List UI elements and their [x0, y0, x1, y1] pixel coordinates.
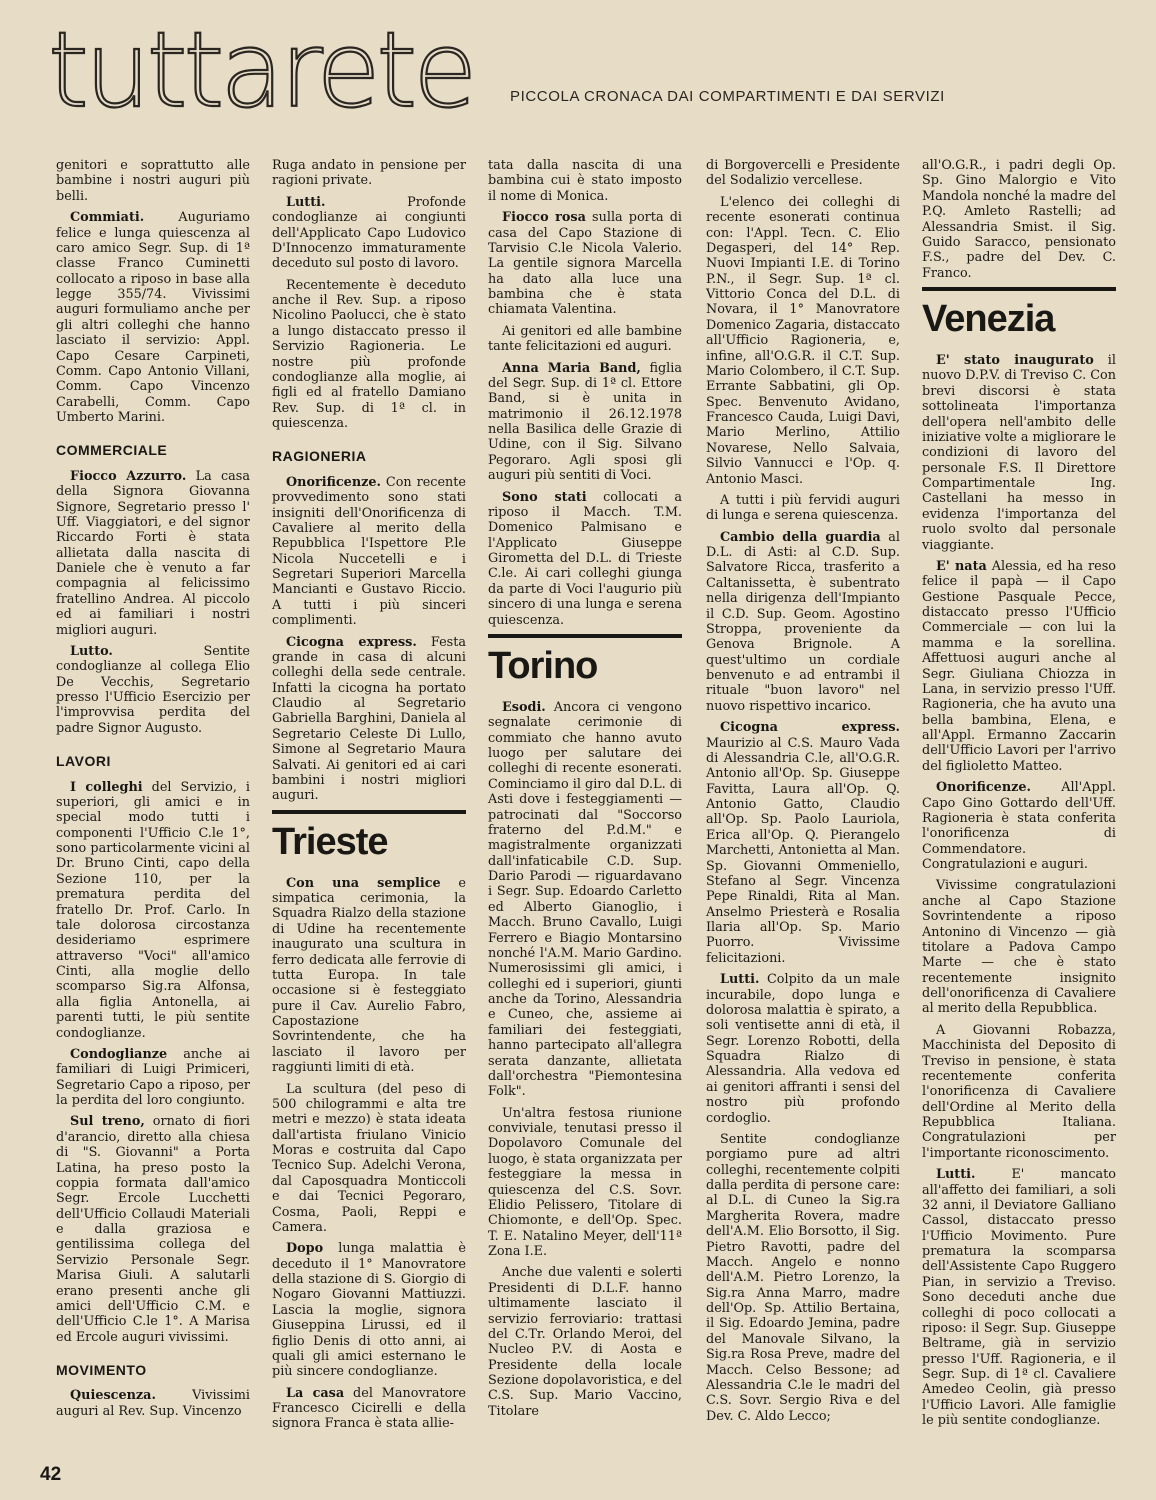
- lead-in: Cambio della guardia: [720, 529, 881, 545]
- paragraph-text: collocati a riposo il Macch. T.M. Domenico Palmisano e l'Applicato Giuseppe Girometta del D.L. di Trieste C.le. Ai cari colleghi giunga da parte di Voci l'augurio più sincero di una lunga e serena quiescenza.: [488, 489, 682, 628]
- lead-in: I colleghi: [70, 779, 143, 795]
- paragraph: [488, 361, 682, 484]
- paragraph-text: sulla porta di casa del Capo Stazione di Tarvisio C.le Nicola Valerio. La gentile signora Marcella ha dato alla luce una bambina che è stata chiamata Valentina.: [488, 210, 682, 318]
- lead-in: Onorificenze.: [936, 780, 1031, 796]
- paragraph: La scultura (del peso di 500 chilogrammi e alta tre metri e mezzo) è stata ideata dall'artista friulano Vinicio Moras e costruita dal Capo Tecnico Sup. Adelchi Verona, dal Caposquadra Monticcoli e dai Tecnici Pegoraro, Cosma, Paoli, Reppi e Camera.: [272, 1081, 466, 1235]
- paragraph-text: e simpatica cerimonia, la Squadra Rialzo della stazione di Udine ha recentemente inaugurato una scultura in ferro dedicata alle ferrovie di tutta Europa. In tale occasione si è festeggiato pure il Cav. Aurelio Fabro, Capostazione Sovrintendente, che ha lasciato il lavoro per raggiunti limiti di età.: [272, 875, 466, 1076]
- paragraph-text: All'Appl. Capo Gino Gottardo dell'Uff. Ragioneria è stata conferita l'onorificenza di Commendatore. Congratulazioni e auguri.: [922, 780, 1116, 872]
- column-2: [272, 158, 466, 1438]
- column-3: [488, 158, 682, 1425]
- paragraph-text: Profonde condoglianze ai congiunti dell'Applicato Capo Ludovico D'Innocenzo immaturamente deceduto sul posto di lavoro.: [272, 194, 466, 272]
- paragraph: Vivissime congratulazioni anche al Capo Stazione Sovrintendente a riposo Antonino di Vincenzo — già titolare a Padova Campo Marte — che è stato recentemente insignito dell'onorificenza di Cavaliere al merito della Repubblica.: [922, 878, 1116, 1017]
- paragraph-text: del Manovratore Francesco Cicirelli e della signora Franca è stata allie-: [272, 1385, 466, 1432]
- section-heading-commerciale: COMMERCIALE: [56, 442, 168, 459]
- lead-in: Con una semplice: [286, 875, 441, 891]
- paragraph: [272, 475, 466, 629]
- paragraph-text: Alessia, ed ha reso felice il papà — il Capo Gestione Pasquale Pecce, distaccato presso l'Ufficio Commerciale — con lui la mamma e la sorellina. Affettuosi auguri anche al Segr. Giuliana Chiozza in Lana, in servizio presso l'Uff. Ragioneria, che ha avuto una bella bambina, Elena, e all'Appl. Ermanno Zaccarin dell'Ufficio Lavori per l'arrivo del figlioletto Matteo.: [922, 558, 1117, 774]
- section-heading-lavori: LAVORI: [56, 753, 111, 770]
- lead-in: Onorificenze.: [286, 474, 381, 490]
- paragraph: [56, 644, 250, 736]
- paragraph-text: il nuovo D.P.V. di Treviso C. Con brevi discorsi è stata sottolineata l'importanza dell'opera nell'ambito delle iniziative volte a migliorare le condizioni di lavoro del personale F.S. Il Direttore Compartimentale Ing. Castellani ha messo in evidenza l'importanza del ruolo svolto dal personale viaggiante.: [922, 353, 1116, 553]
- paragraph: Recentemente è deceduto anche il Rev. Sup. a riposo Nicolino Paolucci, che è stato a lungo distaccato presso il Servizio Ragioneria. Le nostre più profonde condoglianze alla moglie, ai figli ed al fratello Damiano Rev. Sup. di 1ª cl. in quiescenza.: [272, 277, 466, 431]
- paragraph: L'elenco dei colleghi di recente esonerati continua con: l'Appl. Tecn. C. Elio Degasperi, del 14° Rep. Nuovi Impianti I.E. di Torino P.N., il Segr. Sup. 1ª cl. Vittorio Conca del D.L. di Novara, il 1° Manovratore Domenico Zagaria, distaccato all'Ufficio Ragioneria, e, infine, all'O.G.R. il C.T. Sup. Mario Colombero, il C.T. Sup. Errante Sabbatini, gli Op. Spec. Benvenuto Avidano, Francesco Cauda, Luigi Davi, Mario Merlino, Attilio Novarese, Nello Salvaia, Silvio Vannucci e l'Op. q. Antonio Masci.: [706, 194, 900, 487]
- paragraph-text: ornato di fiori d'arancio, diretto alla chiesa di "S. Giovanni" a Porta Latina, ha preso posto la coppia formata dall'amico Segr. Ercole Lucchetti dell'Ufficio Collaudi Materiali e dalla graziosa e gentilissima collega del Servizio Personale Segr. Marisa Giuli. A salutarli erano presenti anche gli amici dell'Ufficio C.M. e dell'Ufficio C.le 1°. A Marisa ed Ercole auguri vivissimi.: [56, 1114, 250, 1345]
- section-heading-movimento: MOVIMENTO: [56, 1362, 147, 1378]
- lead-in: Sul treno,: [70, 1114, 145, 1130]
- lead-in: Fiocco rosa: [502, 210, 586, 226]
- paragraph: Ai genitori ed alle bambine tante felicitazioni ed auguri.: [488, 323, 682, 355]
- paragraph: A tutti i più fervidi auguri di lunga e serena quiescenza.: [706, 492, 900, 524]
- paragraph-text: Ancora ci vengono segnalate cerimonie di commiato che hanno avuto luogo per salutare dei colleghi di recente esonerati. Cominciamo il giro dal D.L. di Asti dove i festeggiamenti — patrocinati dal "Soccorso fraterno del P.d.M." e magistralmente organizzati dall'infaticabile C.D. Sup. Dario Parodi — riguardavano i Segr. Sup. Edoardo Carletto ed Alberto Gianoglio, i Macch. Bruno Cavallo, Luigi Ferrero e Biagio Montarsino nonché l'A.M. Mario Gardino. Numerosissimi gli amici, i colleghi ed i superiori, giunti anche da Torino, Alessandria e Cuneo, che, assieme ai familiari dei festeggiati, hanno partecipato all'allegra serata danzante, allietata dall'orchestra "Piemontesina Folk".: [488, 699, 682, 1100]
- paragraph: [272, 876, 466, 1076]
- paragraph: [56, 469, 250, 638]
- lead-in: La casa: [286, 1385, 345, 1401]
- paragraph-text: Sentite condoglianze al collega Elio De Vecchis, Segretario presso l'Ufficio Esercizio per l'improvvisa perdita del padre Signor Augusto.: [56, 643, 250, 736]
- paragraph: [272, 195, 466, 272]
- paragraph: [56, 1388, 250, 1419]
- paragraph: [922, 353, 1116, 553]
- paragraph: Sentite condoglianze porgiamo pure ad altri colleghi, recentemente colpiti dalla perdita di persone care: al D.L. di Cuneo la Sig.ra Margherita Rovera, madre dell'A.M. Elio Borsotto, il Sig. Pietro Ravotti, padre del Macch. Angelo e nonno dell'A.M. Pietro Lorenzo, la Sig.ra Anna Marro, madre dell'Op. Sp. Attilio Bertaina, il Sig. Edoardo Jemina, padre del Manovale Silvano, la Sig.ra Rosa Preve, madre del Macch. Celso Bessone; ad Alessandria C.le le madri del C.S. Sovr. Sergio Riva e del Dev. C. Aldo Lecco;: [706, 1131, 900, 1424]
- paragraph: Ruga andato in pensione per ragioni private.: [272, 158, 466, 189]
- paragraph: [706, 530, 900, 715]
- paragraph: Anche due valenti e solerti Presidenti di D.L.F. hanno ultimamente lasciato il servizio ferroviario: trattasi del C.Tr. Orlando Meroi, del Nucleo P.V. di Aosta e Presidente della locale Sezione dopolavoristica, e del C.S. Sup. Mario Vaccino, Titolare: [488, 1265, 682, 1419]
- magazine-section-title: tuttarete: [48, 9, 474, 131]
- lead-in: Lutti.: [936, 1167, 976, 1183]
- section-heading-ragioneria: RAGIONERIA: [272, 448, 367, 465]
- paragraph-text: E' mancato all'affetto dei familiari, a soli 32 anni, il Deviatore Galliano Cassol, distaccato presso l'Ufficio Movimento. Pure prematura la scomparsa dell'Assistente Capo Ruggero Pian, in servizio a Treviso. Sono deceduti anche due colleghi di poco collocati a riposo: il Segr. Sup. Giuseppe Beltrame, già in servizio presso l'Uff. Ragioneria, e il Segr. Sup. di 1ª cl. Cavaliere Amedeo Ceolin, già presso l'Ufficio Lavori. Alle famiglie le più sentite condoglianze.: [922, 1167, 1116, 1429]
- lead-in: E' nata: [936, 558, 987, 574]
- paragraph-text: anche ai familiari di Luigi Primiceri, Segretario Capo a riposo, per la perdita del loro congiunto.: [56, 1046, 250, 1108]
- paragraph: [56, 210, 250, 425]
- lead-in: Cicogna express.: [720, 720, 900, 736]
- section-subtitle: PICCOLA CRONACA DAI COMPARTIMENTI E DAI SERVIZI: [510, 88, 945, 105]
- paragraph: [272, 1241, 466, 1379]
- paragraph: Un'altra festosa riunione conviviale, tenutasi presso il Dopolavoro Comunale del luogo, è stata organizzata per festeggiare la messa in quiescenza del C.S. Sovr. Elidio Pelissero, Titolare di Chiomonte, e dell'Op. Spec. T. E. Natalino Meyer, dell'11ª Zona I.E.: [488, 1105, 682, 1259]
- paragraph-text: La casa della Signora Giovanna Signore, Segretario presso l' Uff. Viaggiatori, e del signor Riccardo Forti è stata allietata dalla nascita di Daniele che è venuto a far compagnia al felicissimo fratellino Andrea. Al piccolo ed ai familiari i nostri migliori auguri.: [56, 468, 250, 638]
- lead-in: E' stato inaugurato: [936, 353, 1094, 368]
- region-heading-venezia: Venezia: [922, 287, 1116, 341]
- lead-in: Commiati.: [70, 210, 145, 226]
- paragraph: A Giovanni Robazza, Macchinista del Deposito di Treviso in pensione, è stata recentemente conferita l'onorificenza di Cavaliere dell'Ordine al Merito della Repubblica Italiana. Congratulazioni per l'importante riconoscimento.: [922, 1022, 1116, 1161]
- paragraph: [272, 1386, 466, 1432]
- page-number: 42: [40, 1464, 62, 1485]
- lead-in: Cicogna express.: [286, 634, 417, 650]
- paragraph: [488, 490, 682, 628]
- column-5: [922, 158, 1116, 1435]
- paragraph: tata dalla nascita di una bambina cui è stato imposto il nome di Monica.: [488, 158, 682, 204]
- masthead: [48, 9, 1128, 131]
- paragraph-text: Con recente provvedimento sono stati insigniti dell'Onorificenza di Cavaliere al merito della Repubblica l'Ispettore P.le Nicola Nuccetelli e i Segretari Superiori Marcella Mancianti e Gustavo Riccio. A tutti i più sinceri complimenti.: [272, 474, 466, 629]
- paragraph: [272, 635, 466, 804]
- paragraph: [56, 1114, 250, 1345]
- paragraph: all'O.G.R., i padri degli Op. Sp. Gino Malorgio e Vito Mandola nonché la madre del P.Q. Amleto Rastelli; ad Alessandria Smist. il Sig. Guido Saracco, pensionato F.S., padre del Dev. C. Franco.: [922, 158, 1116, 281]
- paragraph: di Borgovercelli e Presidente del Sodalizio vercellese.: [706, 158, 900, 189]
- paragraph: [706, 972, 900, 1126]
- paragraph-text: Colpito da un male incurabile, dopo lunga e dolorosa malattia è spirato, a soli ventisette anni di età, il Segr. Lorenzo Robotti, della Squadra Rialzo di Alessandria. Alla vedova ed ai genitori affranti i sensi del nostro più profondo cordoglio.: [706, 972, 900, 1126]
- lead-in: Lutti.: [286, 194, 326, 210]
- paragraph-text: Festa grande in casa di alcuni colleghi della sede centrale. Infatti la cicogna ha portato Claudio al Segretario Gabriella Barghini, Daniela al Segretario Celeste Di Lullo, Simone al Segretario Maura Salvati. Ai genitori ed ai cari bambini i nostri migliori auguri.: [272, 634, 466, 804]
- paragraph: [56, 780, 250, 1041]
- lead-in: Lutto.: [70, 643, 113, 659]
- paragraph: genitori e soprattutto alle bambine i nostri auguri più belli.: [56, 158, 250, 204]
- paragraph-text: Vivissimi auguri al Rev. Sup. Vincenzo: [56, 1388, 250, 1419]
- region-heading-trieste: Trieste: [272, 810, 466, 864]
- paragraph: [922, 559, 1116, 774]
- paragraph: [488, 700, 682, 1100]
- paragraph: [56, 1047, 250, 1109]
- lead-in: Quiescenza.: [70, 1388, 156, 1404]
- paragraph-text: figlia del Segr. Sup. di 1ª cl. Ettore Band, si è unita in matrimonio il 26.12.1978 nella Basilica delle Grazie di Udine, con il Sig. Silvano Pegoraro. Agli sposi gli auguri più sentiti di Voci.: [488, 360, 682, 484]
- column-4: [706, 158, 900, 1430]
- lead-in: Lutti.: [720, 972, 760, 988]
- lead-in: Dopo: [286, 1241, 324, 1257]
- paragraph: [922, 1167, 1116, 1428]
- lead-in: Fiocco Azzurro.: [70, 468, 187, 484]
- region-heading-torino: Torino: [488, 634, 682, 688]
- paragraph-text: al D.L. di Asti: al C.D. Sup. Salvatore Ricca, trasferito a Caltanissetta, è subentrato nella dirigenza dell'Impianto il C.D. Sup. Geom. Agostino Stroppa, proveniente da Genova Brignole. A quest'ultimo un cordiale benvenuto e ad entrambi il rituale "buon lavoro" nel nuovo rispettivo incarico.: [706, 529, 901, 714]
- lead-in: Anna Maria Band,: [502, 360, 641, 376]
- paragraph-text: Maurizio al C.S. Mauro Vada di Alessandria C.le, all'O.G.R. Antonio all'Op. Sp. Giuseppe Favitta, Laura all'Op. Q. Antonio Gatto, Claudio all'Op. Sp. Paolo Lauriola, Erica all'Op. Q. Pierangelo Marchetti, Antonietta al Man. Sp. Giovanni Ommeniello, Stefano al Segr. Vincenza Pepe Rinaldi, Rita al Man. Anselmo Priesterà e Rosalia Ilaria all'Op. Sp. Mario Puorro. Vivissime felicitazioni.: [706, 735, 900, 966]
- paragraph-text: del Servizio, i superiori, gli amici e in special modo tutti i componenti l'Ufficio C.le 1°, sono particolarmente vicini al Dr. Bruno Cinti, capo della Sezione 110, per la prematura perdita del fratello Dr. Prof. Carlo. In tale dolorosa circostanza desideriamo esprimere attraverso "Voci" all'amico Cinti, alla moglie dello scomparso Sig.ra Alfonsa, alla figlia Antonella, ai parenti tutti, le più sentite condoglianze.: [56, 779, 250, 1041]
- lead-in: Condoglianze: [70, 1046, 168, 1062]
- lead-in: Esodi.: [502, 699, 546, 715]
- lead-in: Sono stati: [502, 489, 587, 505]
- paragraph: [922, 780, 1116, 872]
- column-1: [56, 158, 250, 1425]
- paragraph-text: Auguriamo felice e lunga quiescenza al caro amico Segr. Sup. di 1ª classe Franco Cuminetti collocato a riposo in base alla legge 355/74. Vivissimi auguri formuliamo anche per gli altri colleghi che hanno lasciato il servizio: Appl. Capo Cesare Carpineti, Comm. Capo Antonio Villani, Comm. Capo Vincenzo Carabelli, Comm. Capo Umberto Marini.: [56, 210, 250, 425]
- paragraph-text: lunga malattia è deceduto il 1° Manovratore della stazione di S. Giorgio di Nogaro Giovanni Mattiuzzi. Lascia la moglie, signora Giuseppina Lirussi, ed il figlio Denis di otto anni, ai quali gli amici esternano le più sincere condoglianze.: [272, 1241, 466, 1380]
- paragraph: [706, 720, 900, 966]
- paragraph: [488, 210, 682, 318]
